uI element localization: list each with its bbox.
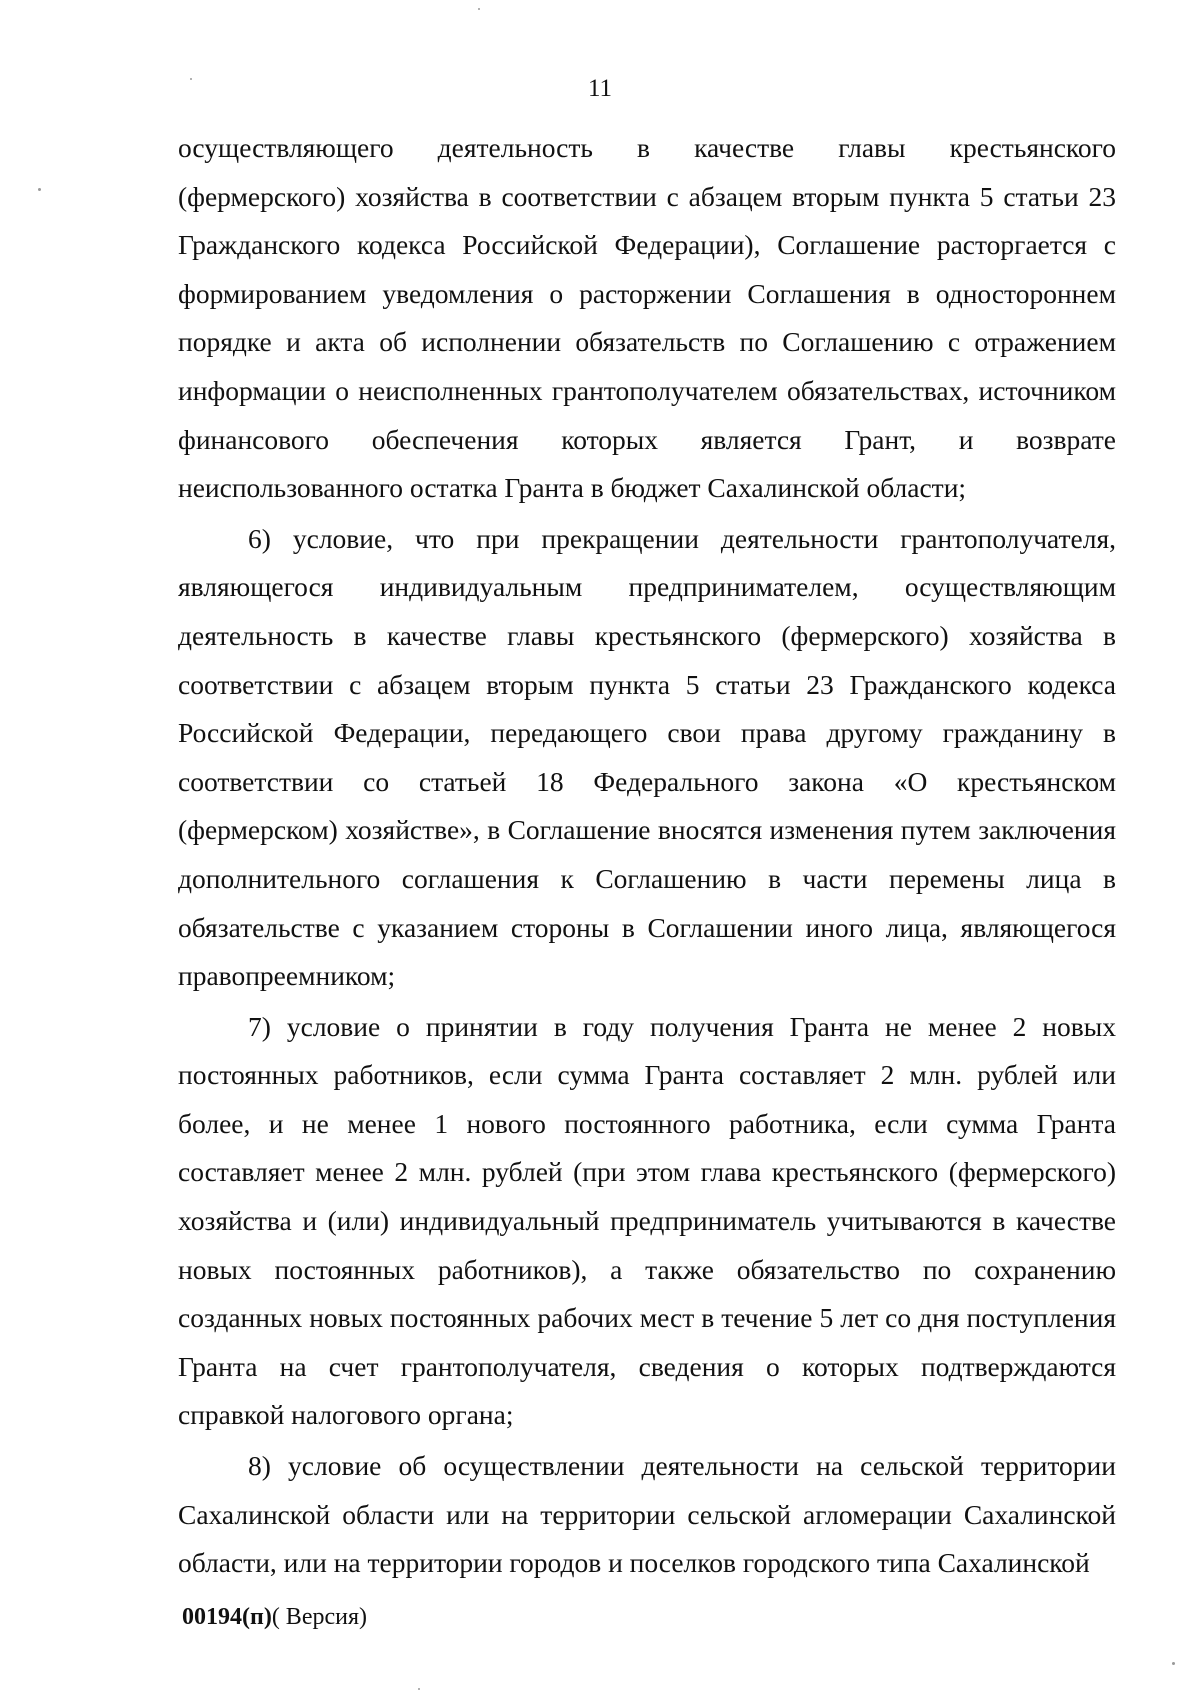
paragraph-continuation: (фермерского) хозяйства в соответствии с абзацем вторым пункта 5 статьи 23 Гражданского кодекса Российской Федерации), Соглашение расторгается с формированием уведомления о расторжении Соглашения в одностороннем порядке и акта об исполнении обязательств по Соглашению с отражением информации о неисполненных грантополучателем обязательствах, источником финансового обеспечения которых является Грант, и возврате неиспользованного остатка Гранта в бюджет Сахалинской области; bbox=[178, 180, 1116, 504]
scan-speck bbox=[190, 78, 192, 80]
page-number: 11 bbox=[587, 75, 613, 102]
paragraph-item-7: 7) условие о принятии в году получения Гранта не менее 2 новых постоянных работников, если сумма Гранта составляет 2 млн. рублей или более, и не менее 1 нового постоянного работника, если сумма Гранта составляет менее 2 млн. рублей (при этом глава крестьянского (фермерского) хозяйства и (или) индивидуальный предприниматель учитываются в качестве новых постоянных работников), а также обязательство по сохранению созданных новых постоянных рабочих мест в течение 5 лет со дня поступления Гранта на счет грантополучателя, сведения о которых подтверждаются справкой налогового органа; bbox=[178, 1010, 1116, 1431]
paragraph-continuation-first-line: осуществляющего деятельность в качестве главы крестьянского bbox=[178, 132, 1116, 163]
paragraph-item-8: 8) условие об осуществлении деятельности на сельской территории Сахалинской области или на территории сельской агломерации Сахалинской области, или на территории городов и поселков городского типа Сахалинской bbox=[178, 1450, 1116, 1579]
document-body bbox=[178, 124, 1116, 1590]
scan-speck bbox=[418, 1688, 420, 1690]
document-version: ( Версия) bbox=[271, 1604, 367, 1630]
document-code: 00194(п) bbox=[182, 1604, 272, 1630]
scan-speck bbox=[1172, 1662, 1175, 1665]
document-footer bbox=[182, 1602, 367, 1632]
paragraph-item-6: 6) условие, что при прекращении деятельности грантополучателя, являющегося индивидуальным предпринимателем, осуществляющим деятельность в качестве главы крестьянского (фермерского) хозяйства в соответствии с абзацем вторым пункта 5 статьи 23 Гражданского кодекса Российской Федерации, передающего свои права другому гражданину в соответствии со статьей 18 Федерального закона «О крестьянском (фермерском) хозяйстве», в Соглашение вносятся изменения путем заключения дополнительного соглашения к Соглашению в части перемены лица в обязательстве с указанием стороны в Соглашении иного лица, являющегося правопреемником; bbox=[178, 522, 1116, 992]
scan-speck bbox=[38, 188, 41, 191]
scan-speck bbox=[478, 8, 480, 10]
